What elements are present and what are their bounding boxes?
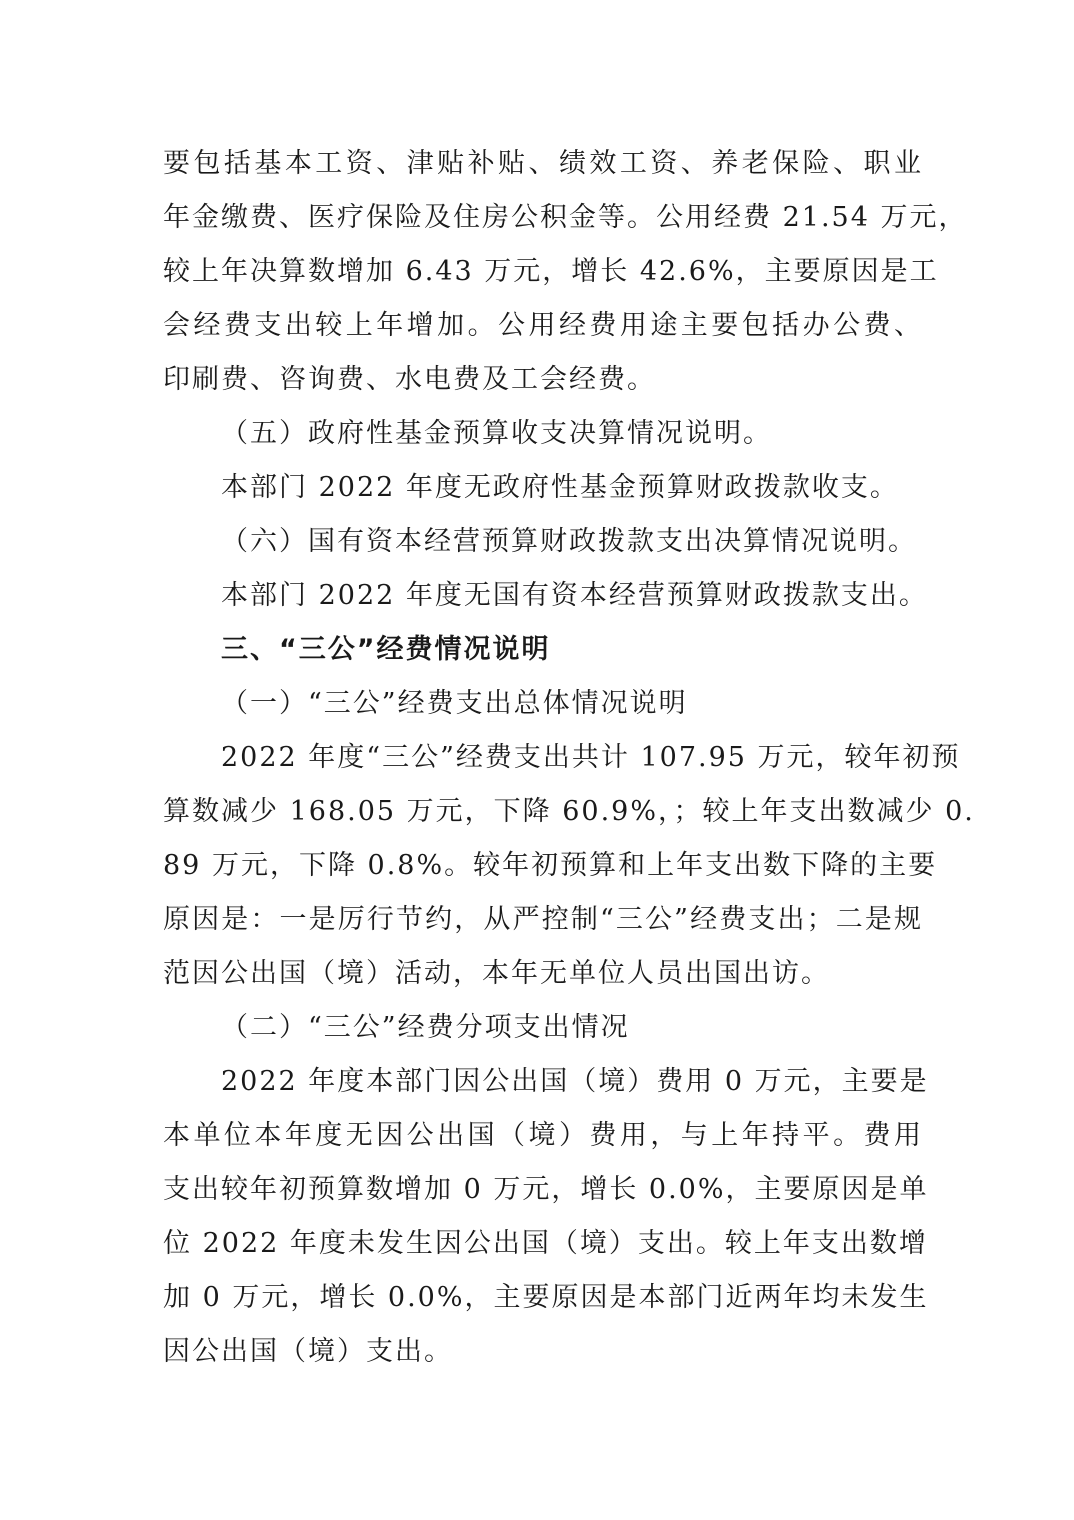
body-text-line: 本单位本年度无因公出国（境）费用，与上年持平。费用 <box>163 1120 923 1151</box>
body-text-line: 范因公出国（境）活动，本年无单位人员出国出访。 <box>163 958 830 989</box>
subsection-heading-2: （二）“三公”经费分项支出情况 <box>221 1012 630 1043</box>
body-text-line: 印刷费、咨询费、水电费及工会经费。 <box>163 364 656 395</box>
body-text-line: 要包括基本工资、津贴补贴、绩效工资、养老保险、职业 <box>163 148 923 179</box>
body-text-line: 89 万元，下降 0.8%。较年初预算和上年支出数下降的主要 <box>163 850 938 881</box>
body-text-line: 支出较年初预算数增加 0 万元，增长 0.0%，主要原因是单 <box>163 1174 929 1205</box>
body-text-line: 2022 年度本部门因公出国（境）费用 0 万元，主要是 <box>221 1066 929 1097</box>
body-text-line: 加 0 万元，增长 0.0%，主要原因是本部门近两年均未发生 <box>163 1282 929 1313</box>
body-text-line: 算数减少 168.05 万元，下降 60.9%，；较上年支出数减少 0. <box>163 796 975 827</box>
body-text-line: 年金缴费、医疗保险及住房公积金等。公用经费 21.54 万元， <box>163 202 968 233</box>
body-text-line: 会经费支出较上年增加。公用经费用途主要包括办公费、 <box>163 310 923 341</box>
body-text-line: 本部门 2022 年度无政府性基金预算财政拨款收支。 <box>221 472 899 503</box>
body-text-line: 2022 年度“三公”经费支出共计 107.95 万元，较年初预 <box>221 742 961 773</box>
subsection-heading-6: （六）国有资本经营预算财政拨款支出决算情况说明。 <box>221 526 917 557</box>
body-text-line: 本部门 2022 年度无国有资本经营预算财政拨款支出。 <box>221 580 928 611</box>
section-heading-3: 三、“三公”经费情况说明 <box>221 634 551 665</box>
subsection-heading-1: （一）“三公”经费支出总体情况说明 <box>221 688 688 719</box>
body-text-line: 较上年决算数增加 6.43 万元，增长 42.6%，主要原因是工 <box>163 256 939 287</box>
body-text-line: 位 2022 年度未发生因公出国（境）支出。较上年支出数增 <box>163 1228 928 1259</box>
body-text-line: 原因是：一是厉行节约，从严控制“三公”经费支出；二是规 <box>163 904 923 935</box>
body-text-line: 因公出国（境）支出。 <box>163 1336 453 1367</box>
subsection-heading-5: （五）政府性基金预算收支决算情况说明。 <box>221 418 772 449</box>
